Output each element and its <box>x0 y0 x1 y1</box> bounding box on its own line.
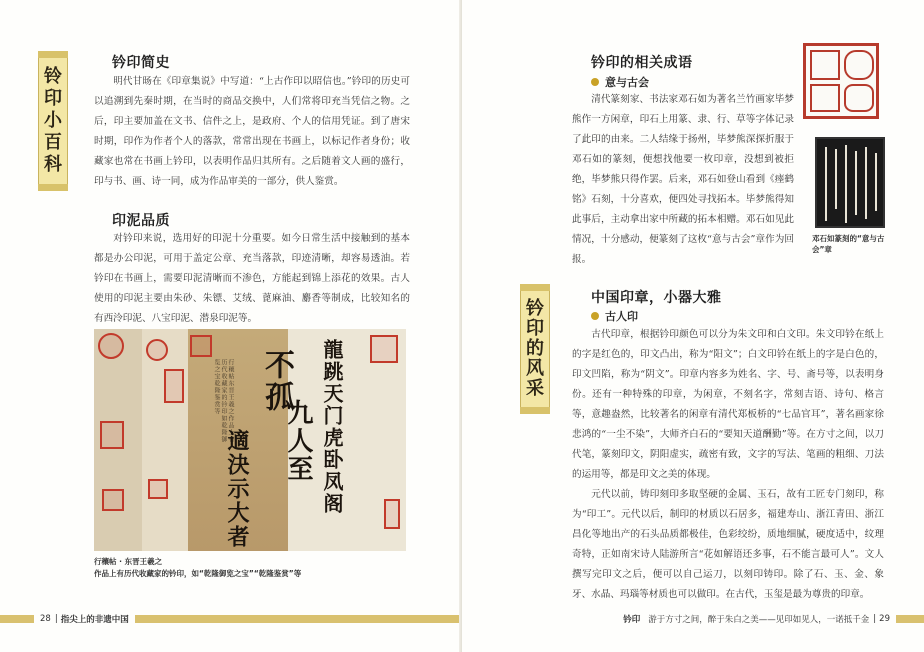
seal-stamp <box>146 339 168 361</box>
idiom-paragraph: 清代篆刻家、书法家邓石如为著名兰竹画家毕梦熊作一方闲章，印石上用篆、隶、行、草等字体记录了此印的由来。二人结缘于扬州，毕梦熊深探折服于邓石如的篆刻，便想找他要一枚印章，没想到被拒绝，毕梦熊只得作罢。后来，邓石如登山看到《瘗鹤铭》石刻，十分喜欢，便四处寻找拓本。毕梦熊得知此事后，主动拿出家中所藏的拓本相赠。邓石如见此情况，十分感动，便篆刻了这枚“意与古会”章作为回报。 <box>572 94 794 265</box>
seal-stamp <box>370 335 398 363</box>
seal-stamp <box>148 479 168 499</box>
right-side-label: 钤 印 的 风 采 <box>520 290 550 408</box>
rubbing-seal-image <box>815 137 885 228</box>
rubbing-line <box>835 149 837 209</box>
section-title-seals: 中国印章，小器大雅 <box>591 290 722 306</box>
section-title-inkpad: 印泥品质 <box>112 213 170 229</box>
calligraphy-image <box>94 329 406 551</box>
footer-divider: | <box>54 614 58 624</box>
seal-stamp <box>190 335 212 357</box>
seal-stamp <box>100 421 124 449</box>
calligraphy-column: 九人至 <box>283 399 313 483</box>
seal-glyph-box <box>844 84 874 112</box>
footer-bar <box>135 615 459 623</box>
footer-divider: | <box>873 614 877 624</box>
image-panel <box>142 329 188 551</box>
section-title-history: 钤印简史 <box>112 55 170 71</box>
subtitle-yiyuguhui: 意与古会 <box>591 74 649 90</box>
footer-bar <box>896 615 924 623</box>
image-caption: 行穰帖 · 东晋王羲之 作品上有历代收藏家的钤印，如“乾隆御览之宝”“乾隆鉴赏”等 <box>94 557 302 578</box>
rubbing-line <box>865 147 867 219</box>
rubbing-line <box>825 147 827 221</box>
rubbing-line <box>875 153 877 211</box>
seal-stamp <box>98 333 124 359</box>
seal-stamp <box>164 369 184 403</box>
seal-glyph-box <box>810 50 840 80</box>
seal-paragraph: 古代印章，根据钤印颜色可以分为朱文印和白文印。朱文印钤在纸上的字是红色的，印文凸出，称为“阳文”；白文印钤在纸上的字是白色的，印文凹陷，称为“阴文”。印章内容多为姓名、字、号、斋号等，以表明身份。还有一种特殊的印章，为闲章，不刻名字，常刻吉语、诗句、格言等，意趣盎然，比较著名的闲章有清代郑板桥的“七品官耳”，著名画家徐悲鸿的“一尘不染”，大师齐白石的“要知天道酬勤”等。在方寸之间，以刀代笔，篆刻印文，阴阳虚实，疏密有致，文字的写法、笔画的粗细、刀法的运用等，都是印文之美的体现。 元代以前，铸印刻印多取坚硬的金属、玉石，故有工匠专门刻印，称为“印工”。元代以后，制印的材质以石居多，福建寿山、浙江青田、浙江昌化等地出产的石头品质都极佳，色彩绞纷，质地细腻，硬度适中，纹理奇特，正如南宋诗人陆游所言“花如解语还多事，石不能言最可人”。文人撰写完印文之后，便可以自己运刀，以刻印铸印。除了石、玉、金、象牙、水晶、玛瑙等材质也可以做印。在古代，玉玺是最为尊贵的印章。 <box>572 329 884 600</box>
left-side-label: 铃 印 小 百 科 <box>38 57 68 185</box>
page-number: 29 <box>879 614 890 624</box>
seal-caption: 邓石如篆刻的“意与古会”章 <box>812 234 885 254</box>
page-number: 28 <box>40 614 51 624</box>
subtitle-gurenyin: 古人印 <box>591 308 638 324</box>
seal-stamp <box>102 489 124 511</box>
calligraphy-column: 龍跳天门虎卧凤阁 <box>320 339 344 515</box>
inkpad-paragraph: 对钤印来说，选用好的印泥十分重要。如今日常生活中接触到的基本都是办公印泥，可用于盖定公章、充当落款，印迹清晰，却容易透油。若钤印在书画上，需要印泥清晰而不渗色，方能起到锦上添花的效果。古人使用的印泥主要由朱砂、朱镖、艾绒、蓖麻油、麝香等制成，比较知名的有西泠印泥、八宝印泥、潜泉印泥等。 <box>94 233 410 324</box>
bullet-dot-icon <box>591 312 599 320</box>
red-seal-image <box>803 43 879 119</box>
calligraphy-column: 適決示大者 <box>224 429 250 549</box>
seal-glyph-box <box>810 84 840 112</box>
seal-glyph-box <box>844 50 874 80</box>
book-title: 指尖上的非遗中国 <box>60 615 129 625</box>
right-footer <box>465 611 924 627</box>
rubbing-line <box>855 151 857 215</box>
footer-bar <box>0 615 34 623</box>
footer-tagline: 游于方寸之间，醉于朱白之美——见印如见人，一诺抵千金 <box>648 615 870 625</box>
section-title-idioms: 钤印的相关成语 <box>591 55 693 71</box>
seal-stamp <box>384 499 400 529</box>
calligraphy-column: 不孤 <box>259 349 294 413</box>
footer-label: 钤印 <box>623 615 641 625</box>
rubbing-line <box>845 145 847 223</box>
history-paragraph: 明代甘旸在《印章集说》中写道：“上古作印以昭信也。”钤印的历史可以追溯到先秦时期，在当时的商品交换中，人们常将印充当凭信之物。之后，印主要加盖在文书、信件之上，是政府、个人的信用凭证。到了唐宋时期，印作为作者个人的落款，常常出现在书画上，以标记作者身份；收藏家也常在书画上钤印，以表明作品归其所有。之后随着文人画的盛行，印与书、画、诗一同，成为作品审美的一部分，供人鉴赏。 <box>94 76 410 187</box>
inscription-text: 行穰帖东晋王羲之作品上有历代收藏家的钤印如乾隆御览之宝乾隆鉴赏等 <box>213 359 234 443</box>
left-footer <box>0 611 459 627</box>
bullet-dot-icon <box>591 78 599 86</box>
